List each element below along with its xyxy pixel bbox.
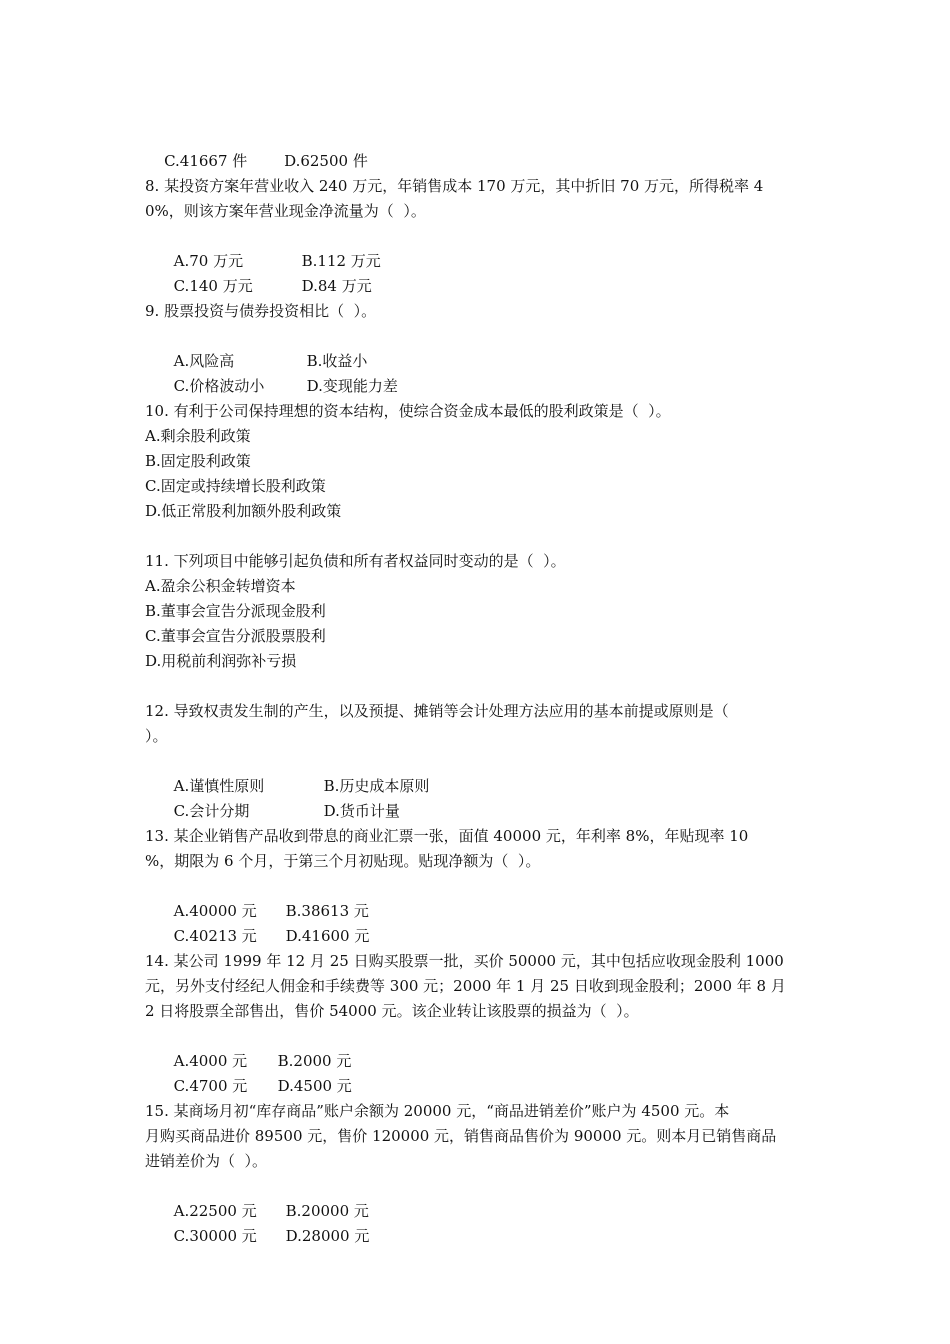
question-stem: 进销差价为（ ）。 <box>145 1152 268 1170</box>
question-stem: 0%，则该方案年营业现金净流量为（ ）。 <box>145 202 426 220</box>
option-d: D.低正常股利加额外股利政策 <box>145 502 342 520</box>
option-a: A.盈余公积金转增资本 <box>145 577 296 595</box>
question-stem: 月购买商品进价 89500 元，售价 120000 元，销售商品售价为 90000 元。则本月已销售商品 <box>145 1127 777 1145</box>
option-a: A.剩余股利政策 <box>145 427 251 445</box>
option-c: C.4700 元 <box>173 1077 248 1095</box>
question-stem: 15. 某商场月初“库存商品”账户余额为 20000 元，“商品进销差价”账户为 4500 元。本 <box>145 1102 730 1120</box>
option-a: A.22500 元 <box>173 1202 257 1220</box>
options-row <box>145 874 815 920</box>
option-c: C.董事会宣告分派股票股利 <box>145 627 326 645</box>
option-b: B.38613 元 <box>285 902 369 920</box>
question-stem: 2 日将股票全部售出，售价 54000 元。该企业转让该股票的损益为（ ）。 <box>145 1002 639 1020</box>
options-row <box>145 224 815 270</box>
option-c: C.会计分期 <box>173 802 250 820</box>
option-b: B.2000 元 <box>277 1052 352 1070</box>
option-d: D.变现能力差 <box>306 377 398 395</box>
option-d: D.84 万元 <box>301 277 372 295</box>
question-stem: ）。 <box>145 727 168 745</box>
question-stem: 14. 某公司 1999 年 12 月 25 日购买股票一批，买价 50000 元，其中包括应收现金股利 1000 <box>145 952 784 970</box>
question-11 <box>145 549 815 674</box>
question-8 <box>145 174 815 295</box>
option-a: A.风险高 <box>173 352 235 370</box>
option-c: C.41667 件 <box>164 152 248 170</box>
option-a: A.40000 元 <box>173 902 257 920</box>
option-a: A.4000 元 <box>173 1052 248 1070</box>
option-a: A.70 万元 <box>173 252 244 270</box>
option-b: B.20000 元 <box>285 1202 369 1220</box>
option-b: B.固定股利政策 <box>145 452 251 470</box>
option-c: C.价格波动小 <box>173 377 265 395</box>
question-13 <box>145 824 815 945</box>
question-14 <box>145 949 815 1095</box>
question-stem: 9. 股票投资与债券投资相比（ ）。 <box>145 302 377 320</box>
option-b: B.历史成本原则 <box>323 777 430 795</box>
top-options-row <box>145 124 815 170</box>
question-stem: 13. 某企业销售产品收到带息的商业汇票一张，面值 40000 元，年利率 8%，年贴现率 10 <box>145 827 749 845</box>
options-row <box>145 749 815 795</box>
question-9 <box>145 299 815 395</box>
question-15 <box>145 1099 815 1245</box>
question-stem: 10. 有利于公司保持理想的资本结构，使综合资金成本最低的股利政策是（ ）。 <box>145 402 671 420</box>
option-d: D.用税前利润弥补亏损 <box>145 652 297 670</box>
question-stem: 元，另外支付经纪人佣金和手续费等 300 元；2000 年 1 月 25 日收到现金股利；2000 年 8 月 <box>145 977 786 995</box>
question-stem: 12. 导致权责发生制的产生，以及预提、摊销等会计处理方法应用的基本前提或原则是（ <box>145 702 729 720</box>
option-d: D.28000 元 <box>285 1227 370 1245</box>
option-c: C.30000 元 <box>173 1227 257 1245</box>
option-d: D.4500 元 <box>277 1077 352 1095</box>
question-stem: 11. 下列项目中能够引起负债和所有者权益同时变动的是（ ）。 <box>145 552 566 570</box>
option-c: C.固定或持续增长股利政策 <box>145 477 326 495</box>
options-row <box>145 1024 815 1070</box>
option-d: D.41600 元 <box>285 927 370 945</box>
option-b: B.收益小 <box>306 352 368 370</box>
exam-page <box>145 124 815 1245</box>
option-a: A.谨慎性原则 <box>173 777 265 795</box>
question-stem: %，期限为 6 个月，于第三个月初贴现。贴现净额为（ ）。 <box>145 852 541 870</box>
option-d: D.货币计量 <box>323 802 400 820</box>
option-c: C.140 万元 <box>173 277 253 295</box>
question-10 <box>145 399 815 524</box>
options-row <box>145 324 815 370</box>
option-b: B.董事会宣告分派现金股利 <box>145 602 326 620</box>
options-row <box>145 1174 815 1220</box>
option-c: C.40213 元 <box>173 927 257 945</box>
question-stem: 8. 某投资方案年营业收入 240 万元，年销售成本 170 万元，其中折旧 70 万元，所得税率 4 <box>145 177 764 195</box>
question-12 <box>145 699 815 820</box>
option-d: D.62500 件 <box>284 152 368 170</box>
option-b: B.112 万元 <box>301 252 381 270</box>
